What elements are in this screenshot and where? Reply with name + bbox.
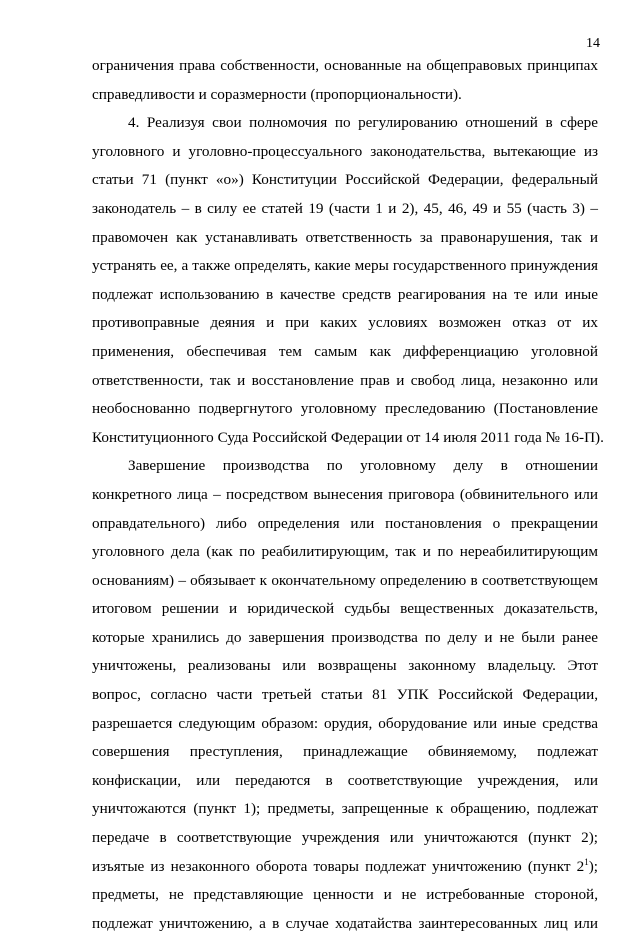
text-line	[92, 452, 598, 481]
line-text: применения, обеспечивая тем самым как дифференциацию уголовной	[92, 342, 598, 360]
paragraph	[92, 109, 604, 452]
line-text: уничтожены, реализованы или возвращены законному владельцу. Этот	[92, 657, 598, 675]
text-line	[92, 224, 598, 253]
line-text: передаче в соответствующие учреждения или уничтожаются (пункт 2);	[92, 829, 598, 847]
text-line	[92, 52, 598, 81]
line-text: подлежат использованию в качестве средств реагирования на те или иные	[92, 285, 598, 303]
line-text: уничтожаются (пункт 1); предметы, запрещенные к обращению, подлежат	[92, 800, 598, 818]
line-text: вопрос, согласно части третьей статьи 81 УПК Российской Федерации,	[92, 686, 598, 704]
document-body	[92, 52, 604, 938]
line-text: ответственности, так и восстановление прав и свобод лица, незаконно или	[92, 371, 598, 389]
text-line	[92, 166, 598, 195]
line-text: ограничения права собственности, основанные на общеправовых принципах	[92, 57, 598, 74]
line-text: которые хранились до завершения производства по делу и не были ранее	[92, 628, 598, 646]
text-line	[92, 195, 598, 224]
line-text: оправдательного) либо определения или постановления о прекращении	[92, 514, 598, 532]
text-line	[92, 652, 598, 681]
text-line	[92, 281, 598, 310]
line-text: Завершение производства по уголовному делу в отношении	[128, 457, 598, 475]
text-line	[92, 767, 598, 796]
text-line	[92, 510, 598, 539]
line-text: итоговом решении и юридической судьбы вещественных доказательств,	[92, 600, 598, 618]
paragraph	[92, 52, 598, 109]
text-line	[92, 252, 598, 281]
text-line	[92, 710, 598, 739]
text-line	[92, 795, 598, 824]
text-line	[92, 424, 604, 453]
text-line	[92, 395, 598, 424]
line-text: 4. Реализуя свои полномочия по регулированию отношений в сфере	[128, 114, 598, 132]
page-number: 14	[586, 36, 600, 51]
text-line	[92, 138, 598, 167]
text-line	[92, 824, 598, 853]
line-text: правомочен как устанавливать ответственность за правонарушения, так и	[92, 228, 598, 246]
text-line	[92, 481, 598, 510]
superscript: 1	[584, 856, 589, 867]
text-line	[92, 367, 598, 396]
text-line	[92, 910, 598, 938]
paragraph	[92, 452, 598, 938]
text-line	[92, 595, 598, 624]
line-text: уголовного дела (как по реабилитирующим, так и по нереабилитирующим	[92, 543, 598, 561]
text-line	[92, 738, 598, 767]
text-line	[92, 853, 598, 882]
line-text: устранять ее, а также определять, какие меры государственного принуждения	[92, 257, 598, 275]
line-text: необоснованно подвергнутого уголовному преследованию (Постановление	[92, 400, 598, 418]
text-line	[92, 309, 598, 338]
line-text: подлежат уничтожению, а в случае ходатайства заинтересованных лиц или	[92, 914, 598, 932]
text-line	[92, 81, 598, 110]
text-line	[92, 567, 598, 596]
line-text: основаниям) – обязывает к окончательному определению в соответствующем	[92, 571, 598, 589]
line-text: статьи 71 (пункт «о») Конституции Российской Федерации, федеральный	[92, 171, 598, 189]
line-text: совершения преступления, принадлежащие обвиняемому, подлежат	[92, 743, 598, 761]
line-text: законодатель – в силу ее статей 19 (части 1 и 2), 45, 46, 49 и 55 (часть 3) –	[92, 199, 598, 217]
text-line	[92, 538, 598, 567]
text-line	[92, 881, 598, 910]
line-text: конкретного лица – посредством вынесения приговора (обвинительного или	[92, 485, 598, 503]
line-text: Конституционного Суда Российской Федерации от 14 июля 2011 года № 16-П).	[92, 428, 604, 446]
text-line	[92, 338, 598, 367]
line-text: изъятые из незаконного оборота товары подлежат уничтожению (пункт 2	[92, 857, 585, 875]
line-text-tail: );	[588, 857, 598, 875]
text-line	[92, 109, 598, 138]
text-line	[92, 681, 598, 710]
line-text: уголовного и уголовно-процессуального законодательства, вытекающие из	[92, 142, 598, 160]
text-line	[92, 624, 598, 653]
line-text: справедливости и соразмерности (пропорциональности).	[92, 85, 462, 103]
line-text: предметы, не представляющие ценности и не истребованные стороной,	[92, 886, 598, 904]
line-text: противоправные деяния и при каких условиях возможен отказ от их	[92, 314, 598, 332]
line-text: конфискации, или передаются в соответствующие учреждения, или	[92, 771, 598, 789]
line-text: разрешается следующим образом: орудия, оборудование или иные средства	[92, 714, 598, 732]
